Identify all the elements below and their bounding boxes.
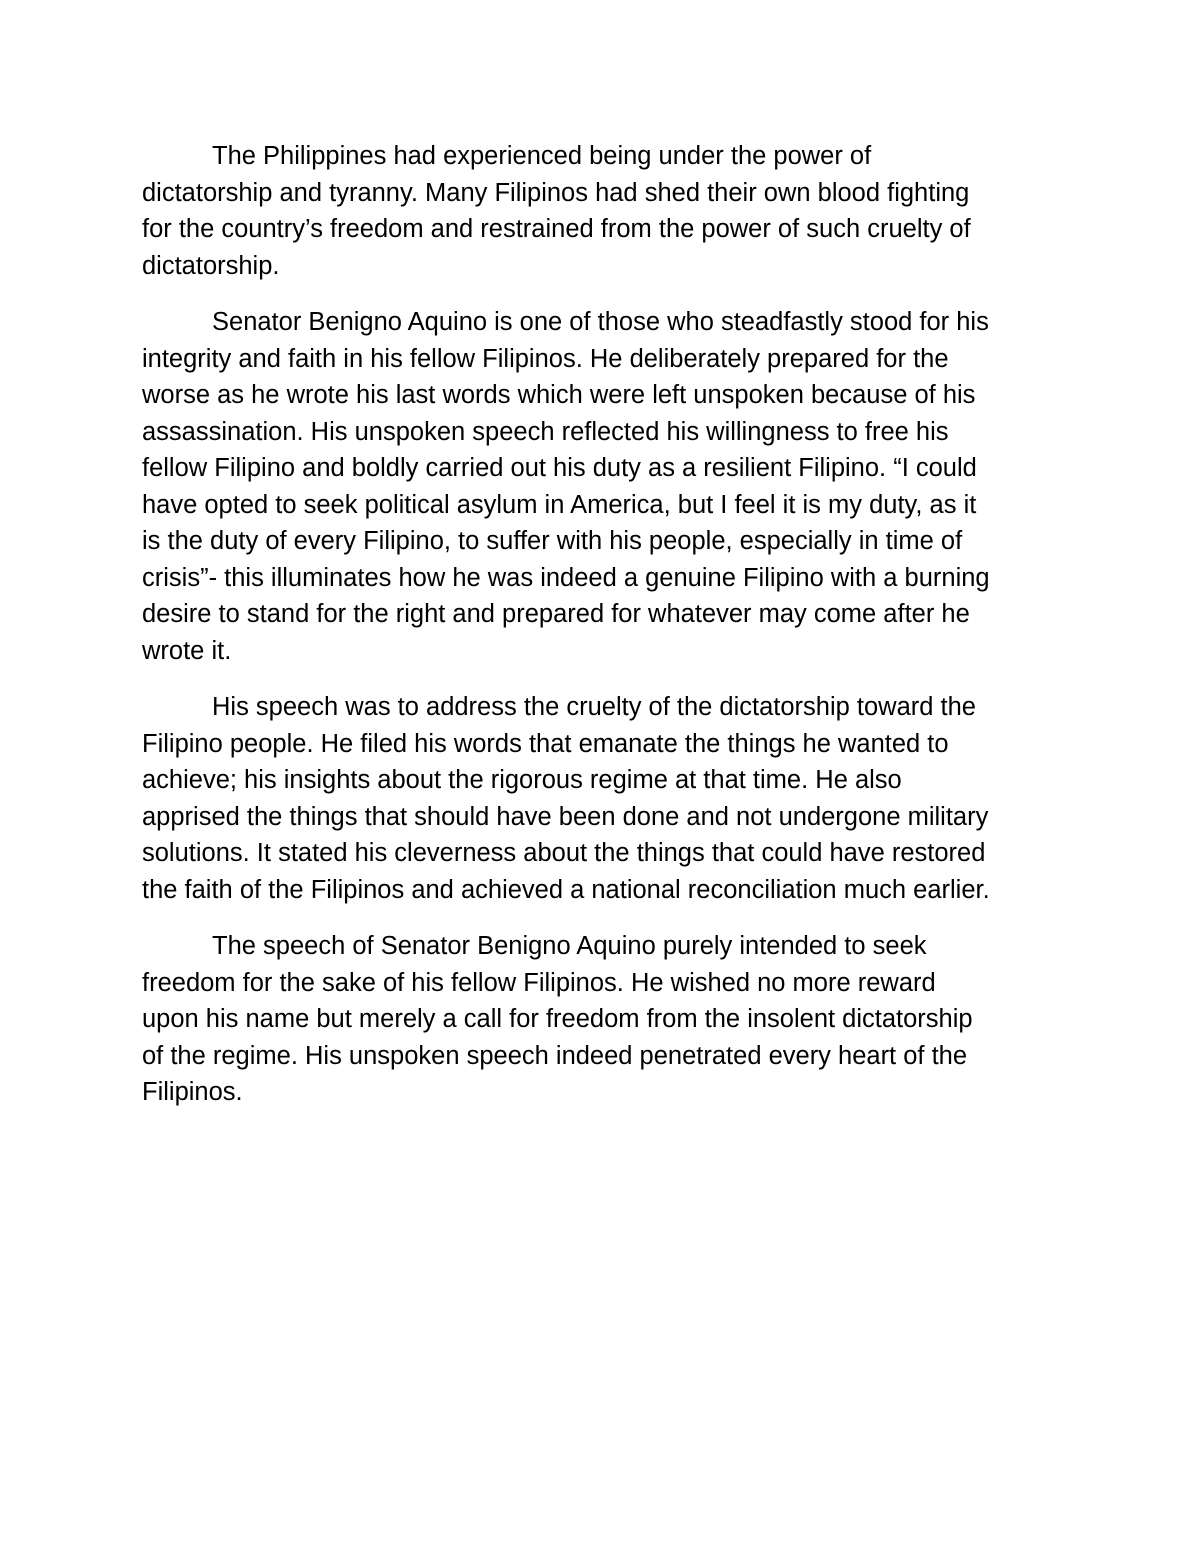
paragraph-3: His speech was to address the cruelty of the dictatorship toward the Filipino people. He filed his words that emanate the things he wanted to achieve; his insights about the rigorous regime at that time. He also apprised the things that should have been done and not undergone military solutions. It stated his cleverness about the things that could have restored the faith of the Filipinos and achieved a national reconciliation much earlier. [142, 693, 990, 904]
document-body [142, 138, 1072, 1131]
paragraph-4: The speech of Senator Benigno Aquino purely intended to seek freedom for the sake of his fellow Filipinos. He wished no more reward upon his name but merely a call for freedom from the insolent dictatorship of the regime. His unspoken speech indeed penetrated every heart of the Filipinos. [142, 932, 973, 1106]
paragraph-2: Senator Benigno Aquino is one of those who steadfastly stood for his integrity and faith in his fellow Filipinos. He deliberately prepared for the worse as he wrote his last words which were left unspoken because of his assassination. His unspoken speech reflected his willingness to free his fellow Filipino and boldly carried out his duty as a resilient Filipino. “I could have opted to seek political asylum in America, but I feel it is my duty, as it is the duty of every Filipino, to suffer with his people, especially in time of crisis”- this illuminates how he was indeed a genuine Filipino with a burning desire to stand for the right and prepared for whatever may come after he wrote it. [142, 308, 990, 665]
paragraph-1: The Philippines had experienced being under the power of dictatorship and tyranny. Many Filipinos had shed their own blood fighting for the country’s freedom and restrained from the power of such cruelty of dictatorship. [142, 142, 971, 280]
